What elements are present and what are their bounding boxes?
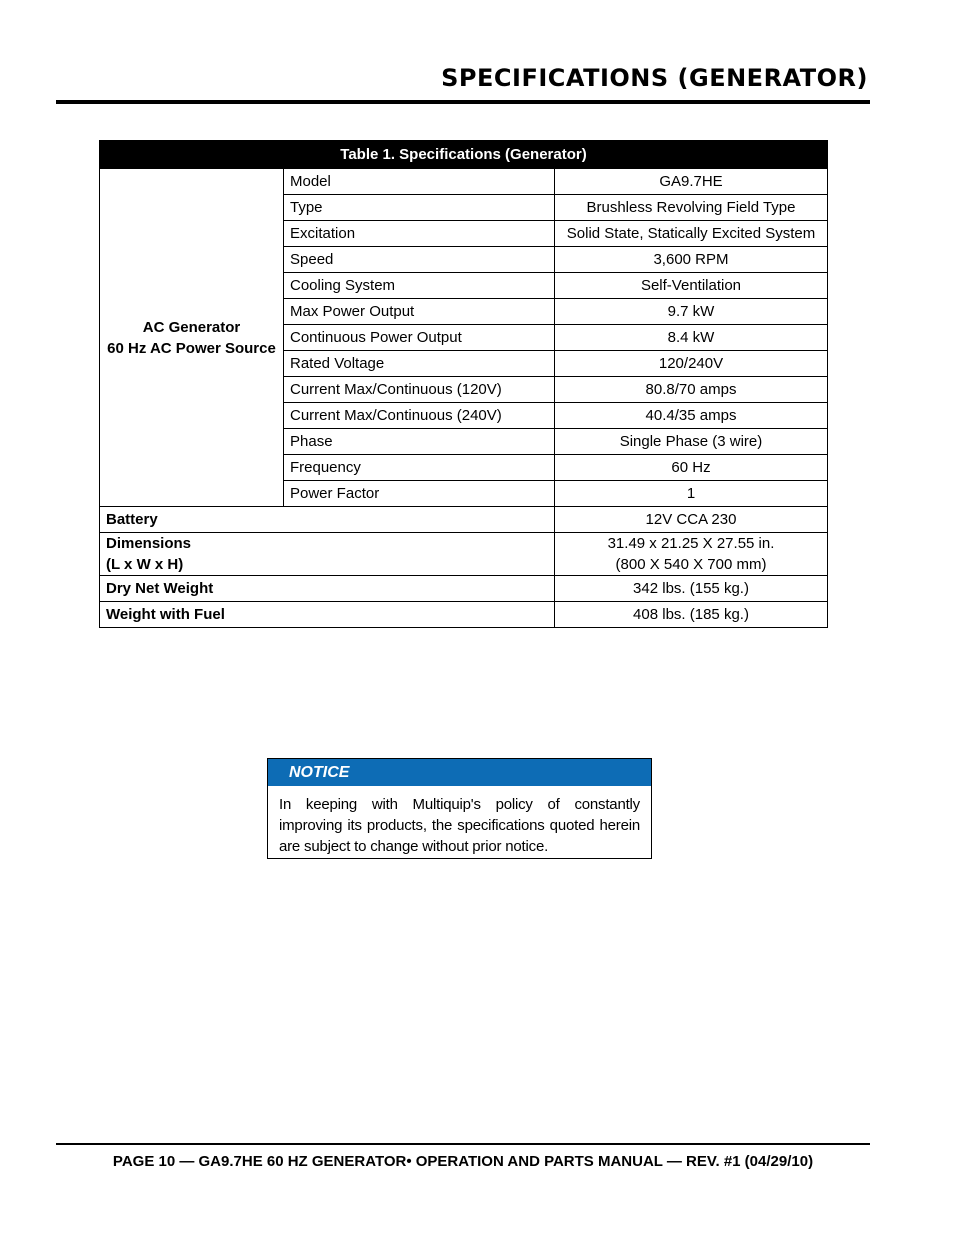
row-label: Rated Voltage [284,351,555,377]
battery-label: Battery [100,507,555,533]
row-label: Max Power Output [284,299,555,325]
row-label: Current Max/Continuous (120V) [284,377,555,403]
row-label: Speed [284,247,555,273]
row-label: Type [284,195,555,221]
footer-rule [56,1143,870,1145]
dimensions-value-line-2: (800 X 540 X 700 mm) [615,556,767,573]
fuel-weight-label: Weight with Fuel [100,602,555,628]
row-label: Phase [284,429,555,455]
group-label [100,169,284,507]
row-value: 40.4/35 amps [555,403,828,429]
row-label: Excitation [284,221,555,247]
row-label: Continuous Power Output [284,325,555,351]
row-value: Self-Ventilation [555,273,828,299]
row-value: Single Phase (3 wire) [555,429,828,455]
row-label: Frequency [284,455,555,481]
row-value: 9.7 kW [555,299,828,325]
page-title: SPECIFICATIONS (GENERATOR) [441,64,868,92]
group-label-line-2: 60 Hz AC Power Source [107,339,276,357]
table-caption-row [100,141,828,169]
table-row-fuel-weight [100,602,828,628]
row-value: GA9.7HE [555,169,828,195]
dimensions-label-line-2: (L x W x H) [106,556,184,573]
row-label: Current Max/Continuous (240V) [284,403,555,429]
row-label: Model [284,169,555,195]
page-footer: PAGE 10 — GA9.7HE 60 HZ GENERATOR• OPERATION AND PARTS MANUAL — REV. #1 (04/29/10) [112,1153,814,1170]
row-label: Power Factor [284,481,555,507]
dimensions-label-line-1: Dimensions [106,535,192,552]
row-value: 80.8/70 amps [555,377,828,403]
spec-table [99,140,828,628]
dimensions-label [100,533,555,576]
row-value: 120/240V [555,351,828,377]
row-value: Solid State, Statically Excited System [555,221,828,247]
row-label: Cooling System [284,273,555,299]
row-value: Brushless Revolving Field Type [555,195,828,221]
table-row-battery [100,507,828,533]
notice-body: In keeping with Multiquip's policy of constantly improving its products, the specifications quoted herein are subject to change without prior notice. [279,796,640,855]
dimensions-value-line-1: 31.49 x 21.25 X 27.55 in. [607,535,775,552]
row-value: 60 Hz [555,455,828,481]
dry-weight-value: 342 lbs. (155 kg.) [555,576,828,602]
table-row [100,169,828,195]
row-value: 1 [555,481,828,507]
fuel-weight-value: 408 lbs. (185 kg.) [555,602,828,628]
group-label-line-1: AC Generator [142,318,241,336]
battery-value: 12V CCA 230 [555,507,828,533]
table-row-dimensions [100,533,828,576]
notice-heading: NOTICE [268,759,651,786]
title-rule [56,100,870,104]
notice-box [267,758,652,859]
table-caption: Table 1. Specifications (Generator) [100,141,828,169]
dry-weight-label: Dry Net Weight [100,576,555,602]
dimensions-value [555,533,828,576]
row-value: 8.4 kW [555,325,828,351]
table-row-dry-weight [100,576,828,602]
row-value: 3,600 RPM [555,247,828,273]
